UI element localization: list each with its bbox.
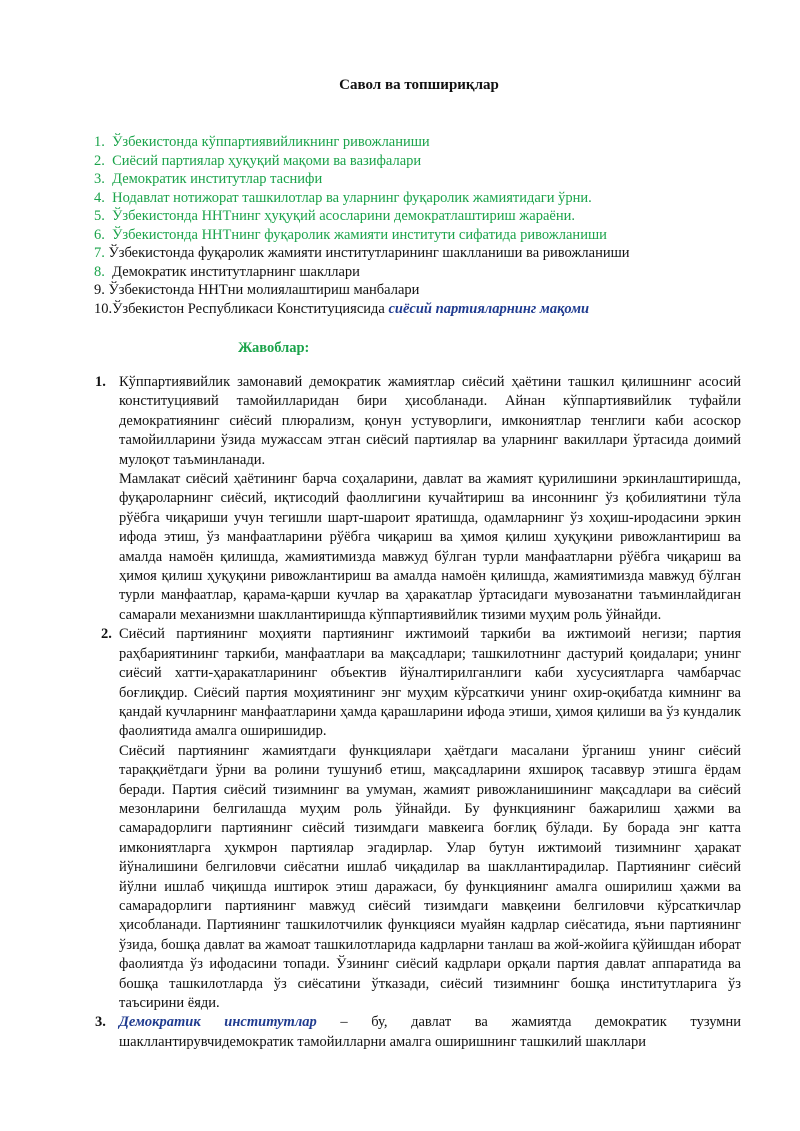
question-item: 3. Демократик институтлар таснифи bbox=[94, 171, 323, 187]
question-item: 6. Ўзбекистонда ННТнинг фуқаролик жамияти институти сифатида ривожланиши bbox=[94, 226, 607, 243]
questions-list bbox=[94, 133, 734, 318]
answer-number: 1. bbox=[95, 374, 106, 390]
question-item: 8. Демократик институтларнинг шакллари bbox=[94, 263, 360, 280]
question-item: 1. Ўзбекистонда кўппартиявийликнинг ривожланиши bbox=[94, 134, 430, 150]
answer-paragraph: Сиёсий партиянинг моҳияти партиянинг ижтимоий таркиби ва ижтимоий негизи; партия раҳбариятининг таркиби, манфаатлари ва мақсадлари; ташкилотнинг дастурий қоидалари; унинг сиёсий хатти-ҳаракатларининг объектив йўналтирилганлиги каби хусусиятларга чамбарчас боғлиқдир. Сиёсий партия моҳиятининг энг муҳим кўрсаткичи унинг охир-оқибатда кимнинг ва қандай кучларнинг манфаатларини ҳамда қарашларини ифода этиши, ҳимоя қилиши ва ўз кундалик фаолиятида амалга оширишидир. bbox=[119, 626, 741, 740]
answers-heading: Жавоблар: bbox=[238, 340, 310, 356]
answer-item bbox=[95, 1013, 741, 1052]
emphasis-text: сиёсий партияларнинг мақоми bbox=[388, 300, 590, 317]
answer-paragraph: Мамлакат сиёсий ҳаётининг барча соҳаларини, давлат ва жамият қурилишини эркинлаштиришда, фуқароларнинг сиёсий, иқтисодий фаоллигини кучайтириш ва инсоннинг ўз қобилиятини тўла рўёбга чиқариши учун тегишли шарт-шароит яратишда, одамларнинг ўз хоҳиш-иродасини эркин ифода этиш, ўз манфаатларини рўёбга чиқариш ва ҳимоя қилиш ҳуқуқини ривожлантириш ва амалда намоён қилишда, жамиятимизда мавжуд бўлган турли манфаатларни рўёбга чиқариш ва ҳимоя қилиш ҳуқуқини ривожлантириш ва амалда намоён қилишда, жамиятимизда мавжуд бўлган турли манфаатлар, қарама-қарши кучлар ва ҳаракатлар ўртасидаги мувозанатни таъминлайдиган самарали механизмни шакллантиришда кўппартиявийлик тизими муҳим роль ўйнайди. bbox=[119, 471, 741, 623]
answers-section bbox=[95, 373, 741, 1052]
answer-item bbox=[95, 373, 741, 625]
answer-paragraph: Демократик институтлар – бу, давлат ва жамиятда демократик тузумни шакллантирувчидемократик тамойилларни амалга оширишнинг ташкилий шакллари bbox=[119, 1014, 741, 1050]
answer-number: 3. bbox=[95, 1014, 106, 1031]
question-item: 10.Ўзбекистон Республикаси Конституциясида сиёсий партияларнинг мақоми bbox=[94, 300, 590, 317]
answer-paragraph: Сиёсий партиянинг жамиятдаги функциялари ҳаётдаги масалани ўрганиш унинг сиёсий тараққиётдаги ўрни ва ролини тушуниб етиш, мақсадларини яхшироқ тасаввур этишга ёрдам беради. Партия сиёсий тизимнинг ва умуман, жамият ривожланишининг мақсадлари ва сиёсий мезонларини белгилашда муҳим роль ўйнайди. Бу функциянинг бажарилиш ҳажми ва самарадорлиги партиянинг сиёсий тизимдаги мавкеига боғлиқ бўлади. Бу борада энг катта имкониятларга ҳукмрон партиялар эгадирлар. Улар бутун ижтимоий тизимнинг ҳаракат йўналишини белгиловчи сиёсатни ишлаб чиқадилар ва шакллантирадилар. Партиянинг сиёсий йўлни ишлаб чиқишда иштирок этиш даражаси, бу функциянинг амалга оширилиш ҳажми ва самарадорлиги партиянинг мавжуд сиёсий тизимдаги мавқеини белгиловчи кўрсаткичлар ҳисобланади. Партиянинг ташкилотчилик функцияси муайян кадрлар сиёсатида, яъни партиянинг ўзида, бошқа давлат ва жамоат ташкилотларида кадрларни танлаш ва жой-жойига қўйишдан иборат фаолиятда ўз ифодасини топади. Ўзининг сиёсий кадрлари орқали партия давлат аппаратида ва бошқа ташкилотларда ўз сиёсатини ўтказади, сиёсий тизимнинг бошқа институтларига ўз таъсирини ёяди. bbox=[119, 742, 741, 1011]
answer-lead-term: Демократик институтлар bbox=[119, 1014, 317, 1031]
page-title: Савол ва топшириқлар bbox=[339, 77, 499, 93]
question-item: 4. Нодавлат нотижорат ташкилотлар ва уларнинг фуқаролик жамиятидаги ўрни. bbox=[94, 189, 592, 206]
question-item: 7. Ўзбекистонда фуқаролик жамияти институтларининг шаклланиши ва ривожланиши bbox=[94, 245, 630, 261]
question-item: 9. Ўзбекистонда ННТни молиялаштириш манбалари bbox=[94, 282, 420, 298]
question-item: 5. Ўзбекистонда ННТнинг ҳуқуқий асосларини демократлаштириш жараёни. bbox=[94, 208, 575, 224]
answer-number: 2. bbox=[101, 626, 112, 643]
question-item: 2. Сиёсий партиялар ҳуқуқий мақоми ва вазифалари bbox=[94, 152, 422, 169]
answer-item bbox=[95, 625, 741, 1013]
answer-paragraph: Кўппартиявийлик замонавий демократик жамиятлар сиёсий ҳаётини ташкил қилишнинг асосий конституциявий тамойилларидан бири ҳисобланади. Айнан кўппартиявийлик туфайли демократиянинг сиёсий плюрализм, қонун устуворлиги, имкониятлар тенглиги каби асоскор тамойилларини ўзида мужассам этган сиёсий партиялар ва уларнинг вакиллари ўртасида доимий мулоқот таъминланади. bbox=[119, 374, 741, 468]
